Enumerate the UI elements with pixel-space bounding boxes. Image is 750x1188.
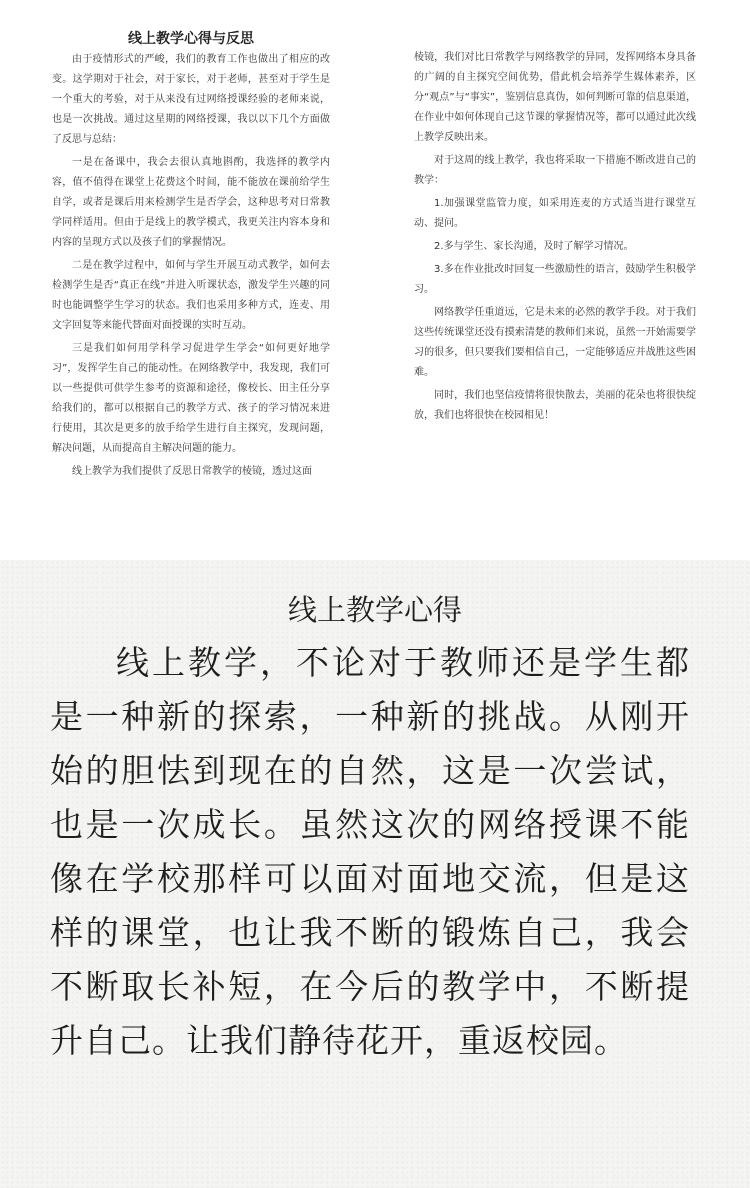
list-item: 1.加强课堂监管力度，如采用连麦的方式适当进行课堂互动、提问。 <box>414 198 696 229</box>
paragraph: 同时，我们也坚信疫情将很快散去，美丽的花朵也将很快绽放，我们也将很快在校园相见！ <box>414 390 696 421</box>
paragraph: 三是我们如何用学科学习促进学生学会“如何更好地学习”，发挥学生自己的能动性。在网络教学中，我发现，我们可以一些提供可供学生参考的资源和途径，像校长、田主任分享给我们的，都可以根据自己的教学方式、孩子的学习情况来进行使用，其次是更多的放手给学生进行自主探究，发现问题，解决问题，从而提高自主解决问题的能力。 <box>52 343 330 454</box>
document-left-column <box>52 50 330 485</box>
note-title: 线上教学心得 <box>287 593 462 627</box>
paragraph: 一是在备课中，我会去很认真地斟酌，我选择的教学内容，值不值得在课堂上花费这个时间，能不能放在课前给学生自学，或者是课后用来检测学生是否学会，这种思考对日常教学同样适用。但由于是线上的教学模式，我更关注内容本身和内容的呈现方式以及孩子们的掌握情况。 <box>52 157 330 248</box>
paragraph: 对于这周的线上教学，我也将采取一下措施不断改进自己的教学： <box>414 155 696 186</box>
paragraph: 线上教学为我们提供了反思日常教学的棱镜，透过这面 <box>72 466 312 477</box>
paragraph: 网络教学任重道远，它是未来的必然的教学手段。对于我们这些传统课堂还没有摸索清楚的教师们来说，虽然一开始需要学习的很多，但只要我们要相信自己，一定能够适应并战胜这些困难。 <box>414 307 696 378</box>
note-body: 线上教学，不论对于教师还是学生都是一种新的探索，一种新的挑战。从刚开始的胆怯到现在的自然，这是一次尝试，也是一次成长。虽然这次的网络授课不能像在学校那样可以面对面地交流，但是这样的课堂，也让我不断的锻炼自己，我会不断取长补短，在今后的教学中，不断提升自己。让我们静待花开，重返校园。 <box>50 643 690 1060</box>
note-card <box>0 560 750 1188</box>
paragraph-continuation: 棱镜，我们对比日常教学与网络教学的异同，发挥网络本身具备的广阔的自主探究空间优势，借此机会培养学生媒体素养，区分“观点”与“事实”，鉴别信息真伪，如何判断可靠的信息渠道，在作业中如何体现自己这节课的掌握情况等，都可以通过此次线上教学反映出来。 <box>414 52 696 143</box>
document-page <box>0 0 750 560</box>
paragraph: 二是在教学过程中，如何与学生开展互动式教学，如何去检测学生是否“真正在线”并进入听课状态，激发学生兴趣的同时也能调整学生学习的状态。我们也采用多种方式，连麦、用文字回复等来能代替面对面授课的实时互动。 <box>52 260 330 331</box>
paragraph: 由于疫情形式的严峻，我们的教育工作也做出了相应的改变。这学期对于社会，对于家长，对于老师，甚至对于学生是一个重大的考验，对于从来没有过网络授课经验的老师来说，也是一次挑战。通过这星期的网络授课，我以以下几个方面做了反思与总结： <box>52 54 330 145</box>
document-right-column <box>414 48 696 429</box>
list-item: 3.多在作业批改时回复一些激励性的语言，鼓励学生积极学习。 <box>414 264 696 295</box>
document-title: 线上教学心得与反思 <box>128 31 254 47</box>
list-item: 2.多与学生、家长沟通，及时了解学习情况。 <box>434 241 634 252</box>
